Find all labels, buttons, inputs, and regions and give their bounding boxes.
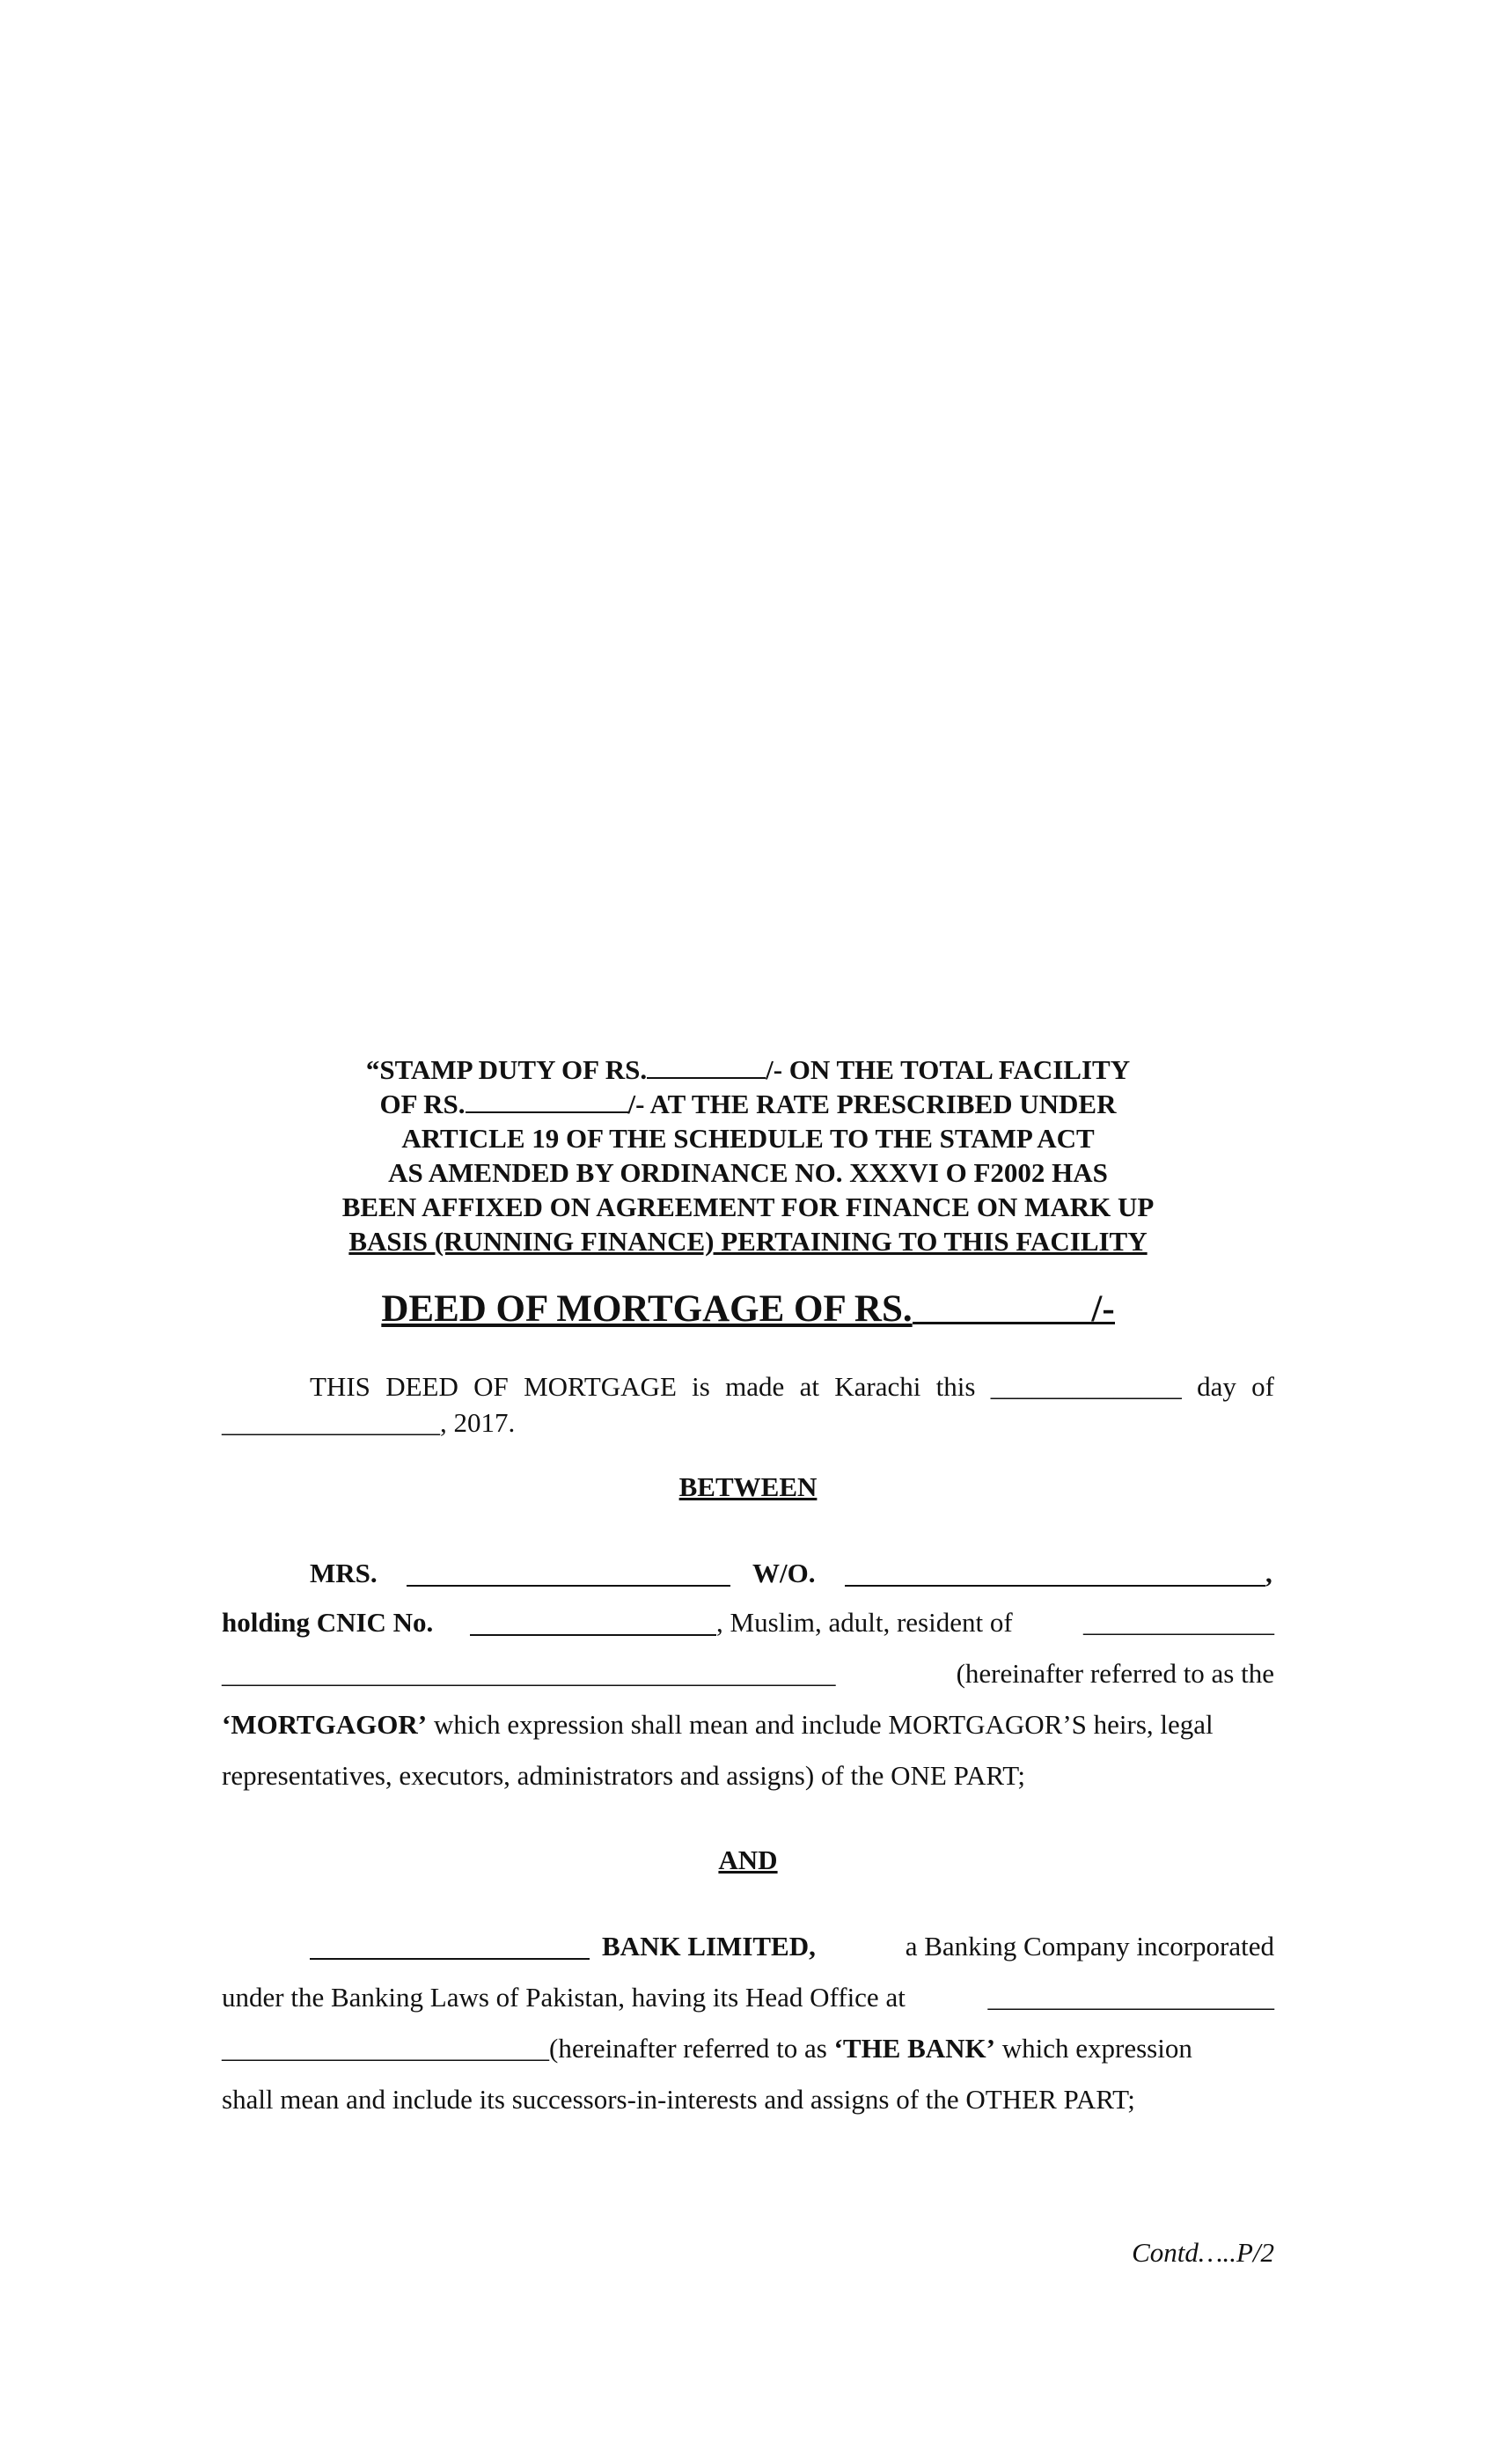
- intro-line-1: THIS DEED OF MORTGAGE is made at Karachi this ______________ day of: [310, 1371, 1274, 1402]
- bank-name-blank: [310, 1958, 590, 1960]
- stamp-amount-blank: [647, 1052, 766, 1079]
- stamp-line-3: ARTICLE 19 OF THE SCHEDULE TO THE STAMP ACT: [401, 1123, 1095, 1154]
- bank-description: a Banking Company incorporated: [905, 1931, 1274, 1962]
- cnic-after-text: , Muslim, adult, resident of: [716, 1607, 1013, 1638]
- wo-label: W/O.: [752, 1558, 816, 1588]
- deed-title: DEED OF MORTGAGE OF RS. /-: [381, 1288, 1115, 1330]
- stamp-duty-notice: [264, 1052, 1232, 1258]
- title-amount-blank: /-: [913, 1287, 1115, 1324]
- intro-line-2: ________________, 2017.: [222, 1407, 516, 1438]
- document-page: “STAMP DUTY OF RS. /- ON THE TOTAL FACILITY OF RS. /- AT THE RATE PRESCRIBED UNDER ARTICLE 19 OF THE SCHEDULE TO THE STAMP ACT AS AMENDED BY ORDINANCE NO. XXXVI O F2002 HAS BEEN AFFIXED ON AGREEMENT FOR FINANCE ON MARK UP BASIS (RUNNING FINANCE) PERTAINING TO THIS FACILITY DEED OF MORTGAGE OF RS. /- THIS DEED OF MORTGAGE is made at Karachi this ______________ day of ________________, 2017. BETWEEN MRS. W/O. , holding CNIC No. , Muslim, adult, resident of ______________ _____________________________________________ (hereinafter referred to as the ‘MORTGAGOR’ which expression shall mean and include MORTGAGOR’S heirs, legal representatives, executors, administrators and assigns) of the ONE PART; AND BANK LIMITED, a Banking Company incorporated under the Banking Laws of Pakistan, having its Head Office at _____________________ ________________________(hereinafter referred to as ‘THE BANK’ which expression shall mean and include its successors-in-interests and assigns of the OTHER PART; Contd…..P/2: [222, 1054, 1274, 2268]
- resident-blank: ______________: [1083, 1607, 1274, 1638]
- stamp-line-4: AS AMENDED BY ORDINANCE NO. XXXVI O F2002 HAS: [388, 1157, 1108, 1188]
- continued-note: Contd…..P/2: [1132, 2237, 1274, 2268]
- stamp-line-1: “STAMP DUTY OF RS. /- ON THE TOTAL FACILITY: [365, 1054, 1131, 1085]
- mortgagor-definition-end: representatives, executors, administrators and assigns) of the ONE PART;: [222, 1760, 1026, 1791]
- stamp-line-6: BASIS (RUNNING FINANCE) PERTAINING TO THIS FACILITY: [348, 1226, 1148, 1257]
- and-heading: AND: [718, 1844, 778, 1875]
- stamp-line-5: BEEN AFFIXED ON AGREEMENT FOR FINANCE ON MARK UP: [341, 1192, 1155, 1222]
- address-blank: _____________________________________________: [222, 1658, 836, 1689]
- hereinafter-mortgagor: (hereinafter referred to as the: [956, 1658, 1274, 1689]
- bank-referred-line: ________________________(hereinafter referred to as ‘THE BANK’ which expression: [222, 2033, 1192, 2064]
- bank-term: ‘THE BANK’: [833, 2033, 995, 2064]
- stamp-line-2: OF RS. /- AT THE RATE PRESCRIBED UNDER: [379, 1089, 1117, 1119]
- head-office-blank-2: ________________________: [222, 2033, 549, 2064]
- mortgagor-term: ‘MORTGAGOR’: [222, 1709, 428, 1740]
- between-heading: BETWEEN: [678, 1471, 818, 1502]
- cnic-blank: [470, 1634, 716, 1636]
- head-office-blank: _____________________: [987, 1982, 1274, 2013]
- mortgagor-definition-line: ‘MORTGAGOR’ which expression shall mean and include MORTGAGOR’S heirs, legal: [222, 1709, 1214, 1740]
- bank-definition-end: shall mean and include its successors-in-interests and assigns of the OTHER PART;: [222, 2084, 1135, 2115]
- facility-amount-blank: [466, 1087, 628, 1113]
- name-comma: ,: [1265, 1558, 1272, 1588]
- mrs-label: MRS.: [310, 1558, 378, 1588]
- husband-name-blank: [845, 1585, 1265, 1587]
- cnic-label: holding CNIC No.: [222, 1607, 434, 1638]
- mortgagor-name-blank: [407, 1585, 730, 1587]
- bank-limited-label: BANK LIMITED,: [602, 1931, 816, 1962]
